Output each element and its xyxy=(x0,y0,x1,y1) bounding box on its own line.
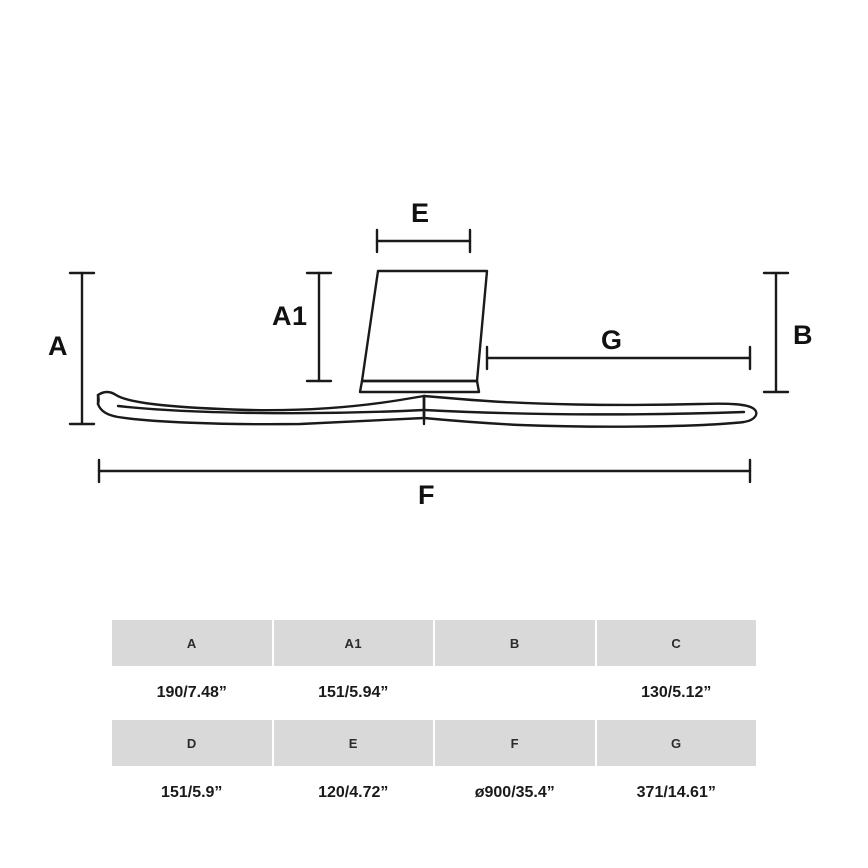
table-header-A1: A1 xyxy=(273,619,435,667)
table-header-E: E xyxy=(273,719,435,767)
table-value-A: 190/7.48” xyxy=(111,667,273,719)
table-value-A1: 151/5.94” xyxy=(273,667,435,719)
table-value-D: 151/5.9” xyxy=(111,767,273,819)
table-value-C: 130/5.12” xyxy=(596,667,758,719)
dimension-label-F: F xyxy=(418,480,435,510)
blade-left-tip-edge xyxy=(98,395,99,404)
motor-housing xyxy=(362,271,487,381)
table-value-B xyxy=(434,667,596,719)
table-value-row-2 xyxy=(111,767,757,819)
table-value-row-1 xyxy=(111,667,757,719)
dimension-label-A: A xyxy=(48,331,68,361)
table-header-row-2 xyxy=(111,719,757,767)
dimension-label-G: G xyxy=(601,325,623,355)
motor-bottom-plate xyxy=(360,381,479,392)
table-header-F: F xyxy=(434,719,596,767)
table-header-C: C xyxy=(596,619,758,667)
table-header-D: D xyxy=(111,719,273,767)
table-header-G: G xyxy=(596,719,758,767)
blade-right-contour xyxy=(424,410,744,414)
dimension-label-B: B xyxy=(793,320,813,350)
table-value-F: ø900/35.4” xyxy=(434,767,596,819)
table-value-G: 371/14.61” xyxy=(596,767,758,819)
dimensions-table xyxy=(110,618,758,820)
table-header-row-1 xyxy=(111,619,757,667)
dimension-label-A1: A1 xyxy=(272,301,308,331)
table-value-E: 120/4.72” xyxy=(273,767,435,819)
dimension-label-E: E xyxy=(411,198,430,228)
table-header-A: A xyxy=(111,619,273,667)
table-header-B: B xyxy=(434,619,596,667)
